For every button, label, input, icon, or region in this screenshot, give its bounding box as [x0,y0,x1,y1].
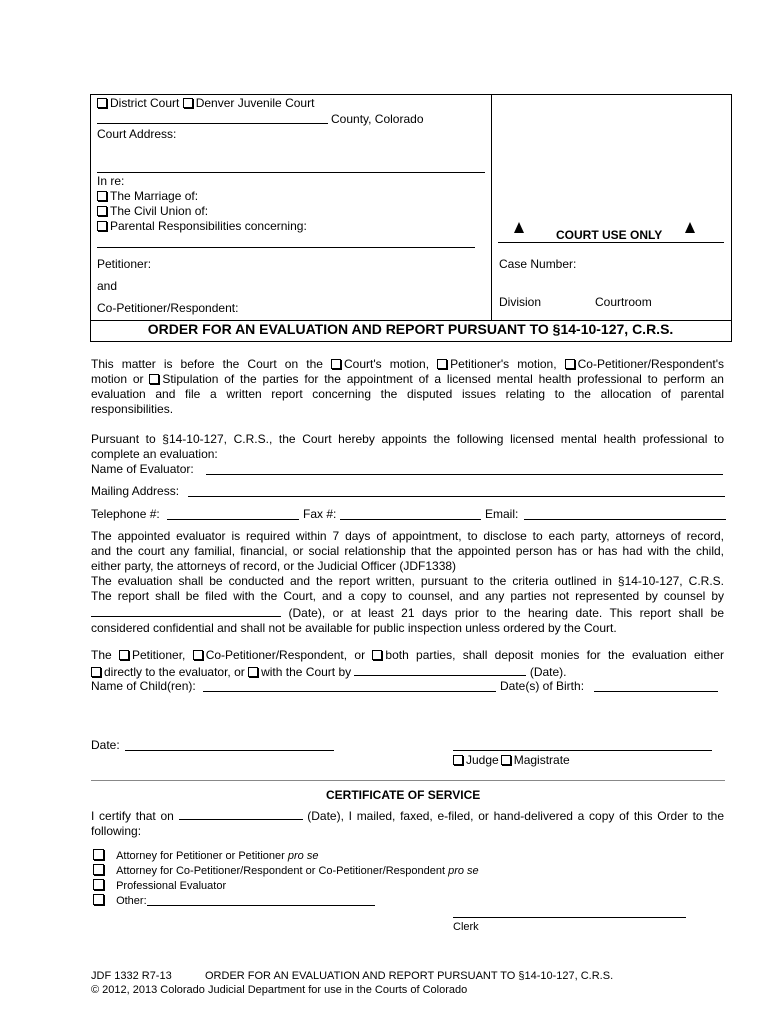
judge-label: Judge [466,753,499,767]
service-item-other: Other: [93,894,147,907]
section-divider [91,780,725,781]
service-co-petitioner-checkbox[interactable] [93,864,104,875]
in-re-civil-union [97,204,208,218]
judge-magistrate-options [453,753,570,767]
court-use-only-label: COURT USE ONLY [556,228,663,242]
deposit-co-petitioner-checkbox[interactable] [193,650,203,660]
court-use-arrow-left-icon [514,222,524,233]
deposit-evaluator-checkbox[interactable] [91,667,101,677]
in-re-label: In re: [97,174,125,188]
parties-line[interactable] [97,235,475,248]
footer-form-id: JDF 1332 R7-13 [91,970,172,982]
evaluator-label: Name of Evaluator: [91,462,194,476]
denver-juvenile-court-checkbox[interactable] [183,98,193,108]
caption-divider-vertical [491,94,492,320]
appointment-paragraph: Pursuant to §14-10-127, C.R.S., the Court hereby appoints the following licensed mental health professional to complete an evaluation: [91,432,724,461]
parental-checkbox[interactable] [97,221,107,231]
clerk-signature-line[interactable] [453,905,686,918]
service-item-petitioner: Attorney for Petitioner or Petitioner pro se [93,849,318,862]
service-petitioner-checkbox[interactable] [93,849,104,860]
and-label: and [97,279,118,293]
co-petitioners-motion-checkbox[interactable] [565,359,575,369]
deposit-court-checkbox[interactable] [248,667,258,677]
civil-union-checkbox[interactable] [97,206,107,216]
service-item-co-petitioner: Attorney for Co-Petitioner/Respondent or Co-Petitioner/Respondent pro se [93,864,479,877]
magistrate-checkbox[interactable] [501,755,511,765]
petitioners-motion-checkbox[interactable] [437,359,447,369]
case-number-label: Case Number: [499,257,577,271]
judge-signature-line[interactable] [453,738,712,751]
deposit-paragraph: The Petitioner, Co-Petitioner/Respondent, or both parties, shall deposit monies for the evaluation either directly to the evaluator, or with the Court by (Date). [91,648,724,679]
district-court-label: District Court [110,96,180,110]
fax-field[interactable] [340,507,481,520]
service-other-checkbox[interactable] [93,894,104,905]
dob-field[interactable] [594,679,718,692]
courtroom-label: Courtroom [595,295,652,309]
other-recipient-field[interactable] [147,894,375,906]
certificate-paragraph: I certify that on (Date), I mailed, faxed, e-filed, or hand-delivered a copy of this Order to the following: [91,809,724,838]
petitioner-label: Petitioner: [97,257,152,271]
certificate-date-field[interactable] [179,807,303,820]
email-field[interactable] [524,507,726,520]
disclosure-paragraph: The appointed evaluator is required within 7 days of appointment, to disclose to each party, attorneys of record, and the court any familial, financial, or social relationship that the appointed person has or has had with the child, either party, the attorneys of record, or the Judicial Officer (JDF1338) The evaluation shall be conducted and the report written, pursuant to the criteria outlined in §14-10-127, C.R.S. The report shall be filed with the Court, and a copy to counsel, and any parties not represented by counsel by (Date), or at least 21 days prior to the hearing date. This report shall be considered confidential and shall not be available for public inspection unless ordered by the Court. [91,529,724,635]
marriage-checkbox[interactable] [97,191,107,201]
signature-date-field[interactable] [125,738,334,751]
deposit-both-checkbox[interactable] [372,650,382,660]
court-type-options [97,96,314,110]
date-label: Date: [91,738,120,752]
service-evaluator-checkbox[interactable] [93,879,104,890]
mailing-address-field[interactable] [188,484,725,497]
telephone-field[interactable] [167,507,299,520]
intro-paragraph: This matter is before the Court on the Court's motion, Petitioner's motion, Co-Petitioner/Respondent's motion or Stipulation of the parties for the appointment of a licensed mental health professional to perform an evaluation and file a written report concerning the disputed issues relating to the allocation of parental responsibilities. [91,357,725,416]
in-re-parental [97,219,307,233]
email-label: Email: [485,507,519,521]
county-line[interactable] [97,111,328,124]
telephone-label: Telephone #: [91,507,160,521]
evaluator-name-field[interactable] [206,462,723,475]
fax-label: Fax #: [303,507,337,521]
in-re-marriage [97,189,198,203]
court-address-label: Court Address: [97,127,177,141]
dob-label: Date(s) of Birth: [500,679,585,693]
magistrate-label: Magistrate [513,753,570,767]
court-use-line [498,242,724,243]
report-date-field[interactable] [91,604,281,617]
stipulation-checkbox[interactable] [149,374,159,384]
clerk-label: Clerk [453,921,479,933]
marriage-label: The Marriage of: [110,189,199,203]
deposit-date-field[interactable] [354,663,526,676]
mailing-address-label: Mailing Address: [91,484,180,498]
page-title: ORDER FOR AN EVALUATION AND REPORT PURSUANT TO §14-10-127, C.R.S. [147,321,674,337]
civil-union-label: The Civil Union of: [110,204,209,218]
co-petitioner-label: Co-Petitioner/Respondent: [97,301,239,315]
footer-copyright: © 2012, 2013 Colorado Judicial Department for use in the Courts of Colorado [91,984,468,996]
certificate-heading: CERTIFICATE OF SERVICE [326,788,481,802]
court-use-arrow-right-icon [685,222,695,233]
court-address-line[interactable] [97,160,485,173]
judge-checkbox[interactable] [453,755,463,765]
deposit-petitioner-checkbox[interactable] [119,650,129,660]
division-label: Division [499,295,542,309]
children-label: Name of Child(ren): [91,679,196,693]
denver-juvenile-court-label: Denver Juvenile Court [195,96,315,110]
footer-form-title: ORDER FOR AN EVALUATION AND REPORT PURSUANT TO §14-10-127, C.R.S. [205,970,614,982]
parental-label: Parental Responsibilities concerning: [110,219,307,233]
children-field[interactable] [203,679,496,692]
district-court-checkbox[interactable] [97,98,107,108]
county-label: County, Colorado [331,112,424,126]
courts-motion-checkbox[interactable] [331,359,341,369]
service-item-evaluator: Professional Evaluator [93,879,226,892]
